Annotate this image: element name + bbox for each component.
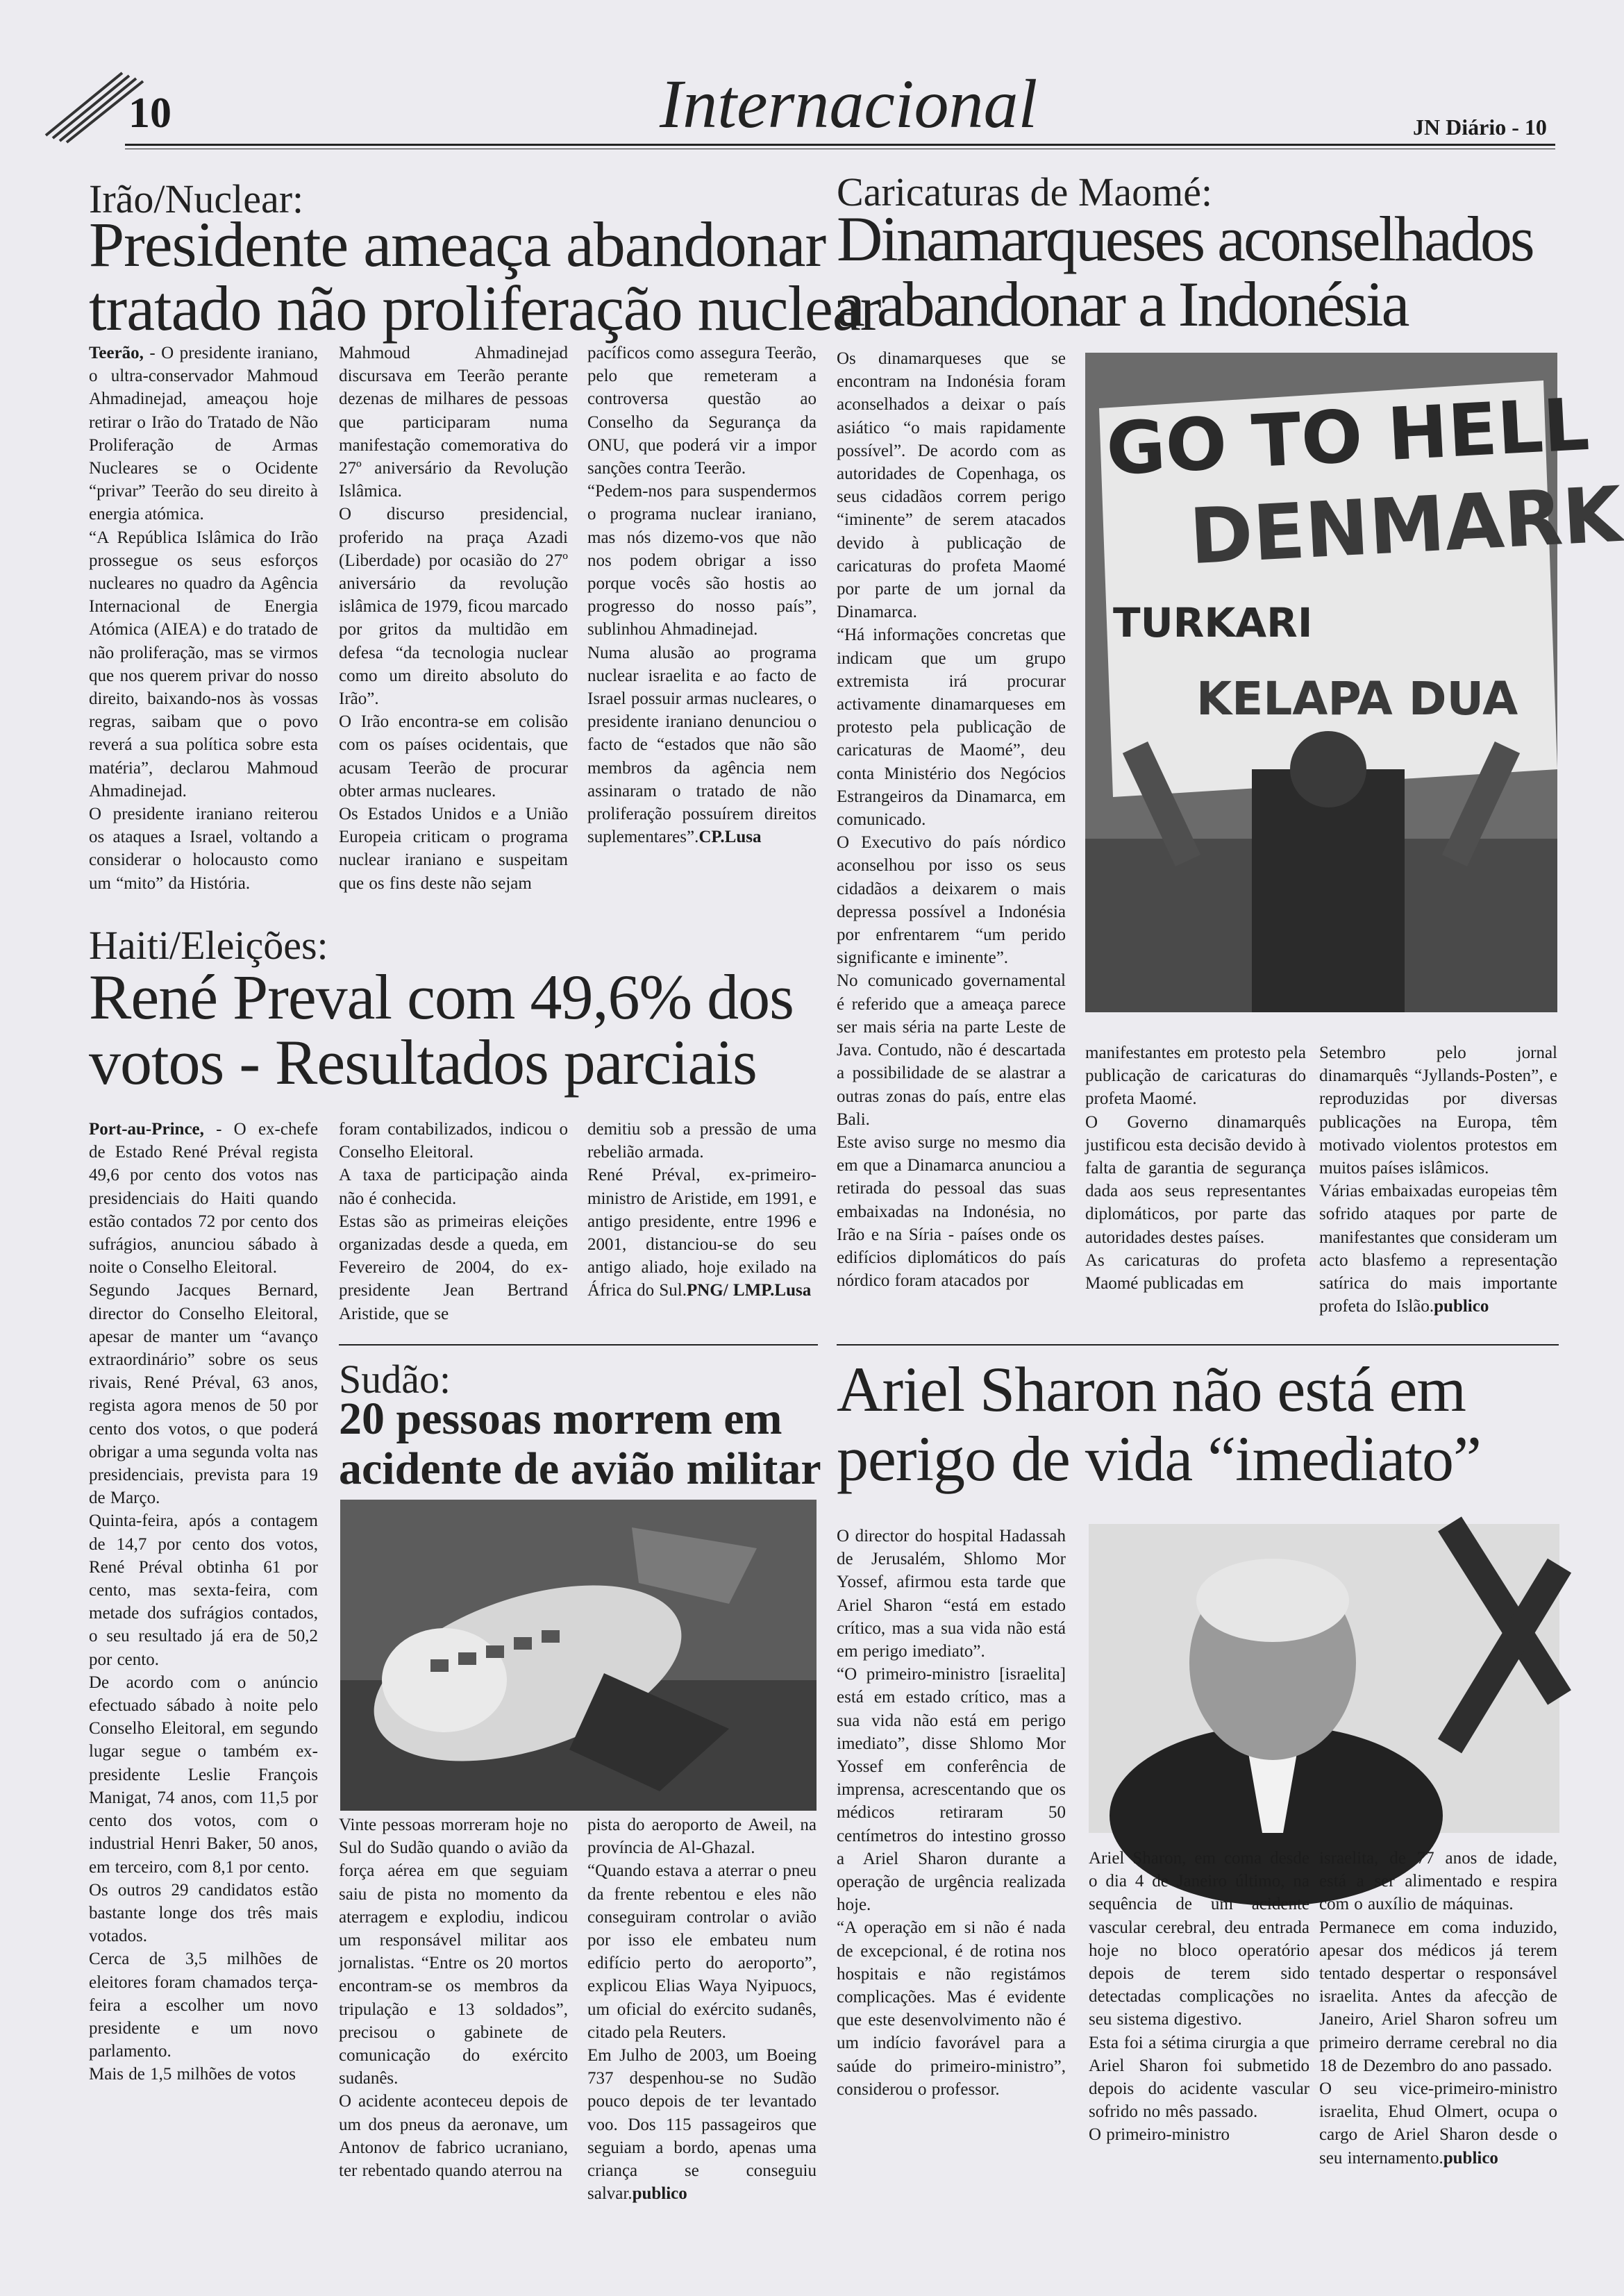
haiti-text: Estas são as primeiras eleições organizadas desde a queda, em Fevereiro de 2004, do ex-presidente Jean Bertrand Aristide, que se [339, 1212, 568, 1323]
iran-text: O Irão encontra-se em colisão com os países ocidentais, que acusam Teerão de procurar obter armas nucleares. [339, 712, 568, 801]
haiti-column-2 [339, 1118, 568, 1325]
protest-sign-text: KELAPA DUA [1196, 672, 1518, 726]
sharon-headline-line-2: perigo de vida “imediato” [837, 1423, 1481, 1494]
denmark-text: O Executivo do país nórdico aconselhou por isso os seus cidadãos a deixarem o mais depressa possível a Indonésia por enfrentarem “um perido significante e iminente”. [837, 833, 1066, 968]
sharon-text: “O primeiro-ministro [israelita] está em estado crítico, mas a sua vida não está em perigo imediato”, disse Shlomo Mor Yossef em conferência de imprensa, acrescentando que os médicos retiraram 50 centímetros do intestino grosso a Ariel Sharon durante a operação de urgência realizada hoje. [837, 1665, 1066, 1915]
haiti-column-1 [89, 1118, 318, 2086]
iran-text: Os Estados Unidos e a União Europeia criticam o programa nuclear iraniano e suspeitam que os fins deste não sejam [339, 805, 568, 893]
haiti-text: foram contabilizados, indicou o Conselho Eleitoral. [339, 1120, 568, 1162]
denmark-text: As caricaturas do profeta Maomé publicadas em [1085, 1250, 1306, 1293]
denmark-text: Setembro pelo jornal dinamarquês “Jyllands-Posten”, e reproduzidas por diversas publicações na Europa, têm motivado violentos protestos em muitos países islâmicos. [1319, 1044, 1557, 1178]
denmark-signature: publico [1434, 1297, 1489, 1316]
haiti-column-3 [587, 1118, 817, 1302]
sudan-headline-line-1: 20 pessoas morrem em [339, 1393, 782, 1444]
sharon-portrait-graphic [1089, 1524, 1559, 1833]
section-title: Internacional [660, 65, 1038, 142]
sudan-text: O acidente aconteceu depois de um dos pneus da aeronave, um Antonov de fabrico ucraniano, ter rebentado quando aterrou na [339, 2092, 568, 2181]
sudan-kicker: Sudão: [339, 1357, 451, 1402]
sudan-text: pista do aeroporto de Aweil, na província de Al-Ghazal. [587, 1816, 817, 1858]
sharon-text: O director do hospital Hadassah de Jerusalém, Shlomo Mor Yossef, afirmou esta tarde que Ariel Sharon “está em estado crítico, mas a sua vida não está em perigo imediato”. [837, 1527, 1066, 1661]
protest-sign-text: GO TO HELL [1104, 381, 1591, 492]
plane-wreck-photo [340, 1500, 817, 1811]
haiti-text: Quinta-feira, após a contagem de 14,7 por cento dos votos, René Préval obtinha 61 por cento, mas sexta-feira, com metade dos sufrágios contados, o seu resultado já era de 50,2 por cento. [89, 1511, 318, 1669]
sudan-text: Vinte pessoas morreram hoje no Sul do Sudão quando o avião da força aérea em que seguiam saiu de pista no momento da aterragem e explodiu, indicou um responsável militar aos jornalistas. “Entre os 20 mortos encontram-se os membros da tripulação e 13 soldados”, precisou o gabinete de comunicação do exército sudanês. [339, 1816, 568, 2088]
haiti-text: - O ex-chefe de Estado René Préval regista 49,6 por cento dos votos nas presidenciais do Haiti quando estão contados 72 por cento dos sufrágios, anunciou sábado à noite o Conselho Eleitoral. [89, 1120, 318, 1277]
page-number: 10 [128, 90, 171, 137]
haiti-text: Mais de 1,5 milhões de votos [89, 2065, 296, 2084]
sharon-headline-line-1: Ariel Sharon não está em [837, 1354, 1466, 1425]
iran-text: pacíficos como assegura Teerão, pelo que remeteram a controversa questão ao Conselho da Segurança da ONU, que poderá vir a impor sanções contra Teerão. [587, 344, 817, 478]
sharon-column-2 [1089, 1847, 1309, 2147]
haiti-text: René Préval, ex-primeiro-ministro de Aristide, em 1991, e antigo presidente, entre 1996 e 2001, distanciou-se do seu antigo aliado, hoje exilado na África do Sul. [587, 1166, 817, 1300]
iran-headline-line-1: Presidente ameaça abandonar [89, 209, 826, 280]
iran-column-3 [587, 342, 817, 848]
haiti-text: demitiu sob a pressão de uma rebelião armada. [587, 1120, 817, 1162]
denmark-headline-line-1: Dinamarqueses aconselhados [837, 203, 1533, 274]
denmark-text: Os dinamarqueses que se encontram na Indonésia foram aconselhados a deixar o país asiático “o mais rapidamente possível”. De acordo com as autoridades de Copenhaga, os seus cidadãos correm perigo “iminente” de serem atacados devido à publicação de caricaturas do profeta Maomé por parte de um jornal da Dinamarca. [837, 349, 1066, 622]
protest-sign-text: TURKARI [1113, 599, 1313, 646]
sudan-text: Em Julho de 2003, um Boeing 737 despenhou-se no Sudão pouco depois de ter levantado voo. Dos 115 passageiros que seguiam a bordo, apenas uma criança se conseguiu salvar. [587, 2046, 817, 2204]
sudan-column-2 [587, 1813, 817, 2205]
iran-text: O presidente iraniano reiterou os ataques a Israel, voltando a considerar o holocausto como um “mito” da História. [89, 805, 318, 893]
haiti-kicker: Haiti/Eleições: [89, 923, 328, 968]
denmark-text: manifestantes em protesto pela publicação de caricaturas do profeta Maomé. [1085, 1044, 1306, 1109]
sharon-text: Esta foi a sétima cirurgia a que Ariel Sharon foi submetido depois do acidente vascular sofrido no mês passado. [1089, 2033, 1309, 2122]
protest-sign-text: DENMARK [1187, 469, 1624, 582]
sharon-text: “A operação em si não é nada de excepcional, é de rotina nos hospitais e não registámos complicações. Mas é evidente que este desenvolvimento não é um indício favorável para a saúde do primeiro-ministro”, considerou o professor. [837, 1918, 1066, 2099]
sudan-top-rule [339, 1344, 818, 1346]
denmark-text: Este aviso surge no mesmo dia em que a Dinamarca anunciou a retirada do pessoal das suas embaixadas na Indonésia, no Irão e na Síria - países onde os edifícios diplomáticos do país nórdico foram atacados por [837, 1132, 1066, 1291]
iran-signature: CP.Lusa [698, 828, 762, 847]
sharon-text: israelita, de 77 anos de idade, está a ser alimentado e respira com o auxílio de máquinas. [1319, 1849, 1557, 1914]
masthead-rule [125, 144, 1555, 146]
haiti-dateline: Port-au-Prince, [89, 1120, 204, 1139]
plane-wreck-graphic [340, 1500, 817, 1811]
iran-column-1 [89, 342, 318, 895]
denmark-text: Várias embaixadas europeias têm sofrido ataques por parte de manifestantes que consideram um acto blasfemo a representação satírica do mais importante profeta do Islão. [1319, 1182, 1557, 1316]
sharon-photo [1089, 1524, 1559, 1833]
protest-photo [1085, 353, 1624, 1012]
denmark-text: O Governo dinamarquês justificou esta decisão devido à falta de garantia de segurança dada aos seus representantes diplomáticos, por parte das autoridades destes países. [1085, 1112, 1306, 1247]
denmark-kicker: Caricaturas de Maomé: [837, 169, 1213, 215]
denmark-text: No comunicado governamental é referido que a ameaça parece ser mais séria na parte Leste de Java. Contudo, não é descartada a possibilidade de se alastrar a outras zonas do país, entre elas Bali. [837, 971, 1066, 1129]
haiti-text: Cerca de 3,5 milhões de eleitores foram chamados terça-feira a escolher um novo presidente e um novo parlamento. [89, 1950, 318, 2061]
iran-text: Numa alusão ao programa nuclear israelita e ao facto de Israel possuir armas nucleares, o presidente iraniano denunciou o facto de “estados que não são membros da agência nem assinaram o tratado de não proliferação possuírem direitos suplementares”. [587, 643, 817, 847]
sharon-column-3 [1319, 1847, 1557, 2170]
denmark-column-2 [1085, 1041, 1306, 1295]
denmark-text: “Há informações concretas que indicam que um grupo extremista irá procurar activamente dinamarqueses em protesto pela publicação de caricaturas de Maomé”, deu conta Ministério dos Negócios Estrangeiros da Dinamarca, em comunicado. [837, 626, 1066, 830]
haiti-text: Segundo Jacques Bernard, director do Conselho Eleitoral, apesar de manter um “avanço extraordinário” sobre os seus rivais, René Préval, 63 anos, regista agora menos de 50 por cento dos votos, o que poderá obrigar a uma segunda volta nas presidenciais, prevista para 19 de Março. [89, 1281, 318, 1508]
haiti-headline-line-2: votos - Resultados parciais [89, 1027, 757, 1098]
sharon-signature: publico [1443, 2148, 1498, 2168]
haiti-text: A taxa de participação ainda não é conhecida. [339, 1166, 568, 1208]
sharon-column-1 [837, 1525, 1066, 2101]
iran-text: “Pedem-nos para suspendermos o programa nuclear iraniano, mas nós dizemo-vos que não nos podem obrigar a isso porque vocês são hostis ao progresso do nosso país”, sublinhou Ahmadinejad. [587, 482, 817, 639]
sharon-text: Permanece em coma induzido, apesar dos médicos já terem tentado despertar o responsável israelita. Antes da afecção de Janeiro, Ariel Sharon sofreu um primeiro derrame cerebral no dia 18 de Dezembro do ano passado. [1319, 1918, 1557, 2075]
iran-column-2 [339, 342, 568, 895]
sudan-text: “Quando estava a aterrar o pneu da frente rebentou e eles não conseguiram controlar o avião por isso ele embateu num edifício perto do aeroporto”, explicou Elias Waya Nyipuocs, um oficial do exército sudanês, citado pela Reuters. [587, 1861, 817, 2042]
sudan-headline-line-2: acidente de avião militar [339, 1443, 821, 1494]
denmark-headline-line-2: a abandonar a Indonésia [837, 269, 1408, 340]
denmark-column-1 [837, 347, 1066, 1292]
sudan-column-1 [339, 1813, 568, 2182]
folio: JN Diário - 10 [1413, 115, 1547, 140]
iran-headline-line-2: tratado não proliferação nuclear [89, 273, 881, 344]
sharon-text: O primeiro-ministro [1089, 2125, 1230, 2145]
haiti-text: De acordo com o anúncio efectuado sábado à noite pelo Conselho Eleitoral, em segundo lugar segue o também ex-presidente Leslie François Manigat, 74 anos, com 11,5 por cento dos votos, com o industrial Henri Baker, 50 anos, em terceiro, com 8,1 por cento. [89, 1673, 318, 1877]
iran-text: Mahmoud Ahmadinejad discursava em Teerão perante dezenas de milhares de pessoas que participaram numa manifestação comemorativa do 27º aniversário da Revolução Islâmica. [339, 344, 568, 501]
haiti-text: Os outros 29 candidatos estão bastante longe dos três mais votados. [89, 1880, 318, 1946]
iran-text: - O presidente iraniano, o ultra-conservador Mahmoud Ahmadinejad, ameaçou hoje retirar o Irão do Tratado de Não Proliferação de Armas Nucleares se o Ocidente “privar” Teerão do seu direito à energia atómica. [89, 344, 318, 524]
iran-kicker: Irão/Nuclear: [89, 176, 304, 221]
haiti-signature: PNG/ LMP.Lusa [686, 1281, 812, 1300]
sharon-text: O seu vice-primeiro-ministro israelita, Ehud Olmert, ocupa o cargo de Ariel Sharon desde o seu internamento. [1319, 2079, 1557, 2168]
sudan-signature: publico [632, 2184, 687, 2204]
iran-text: “A República Islâmica do Irão prossegue os seus esforços nucleares no quadro da Agência Internacional de Energia Atómica (AIEA) e do tratado de não proliferação, mas se virmos que nos querem privar do nosso direito, baixando-nos às vossas regras, saibam que o povo reverá a sua política sobre esta matéria”, declarou Mahmoud Ahmadinejad. [89, 528, 318, 801]
haiti-headline-line-1: René Preval com 49,6% dos [89, 962, 794, 1032]
iran-text: O discurso presidencial, proferido na praça Azadi (Liberdade) por ocasião do 27º aniversário da revolução islâmica de 1979, ficou marcado por gritos da multidão em defesa “da tecnologia nuclear como um direito absoluto do Irão”. [339, 505, 568, 709]
denmark-column-3 [1319, 1041, 1557, 1318]
iran-dateline: Teerão, [89, 344, 144, 362]
right-section-rule [837, 1344, 1559, 1346]
sharon-text: Ariel Sharon, em coma desde o dia 4 de Janeiro último, na sequência de um acidente vascular cerebral, deu entrada hoje no bloco operatório depois de terem sido detectadas complicações no seu sistema digestivo. [1089, 1849, 1309, 2029]
